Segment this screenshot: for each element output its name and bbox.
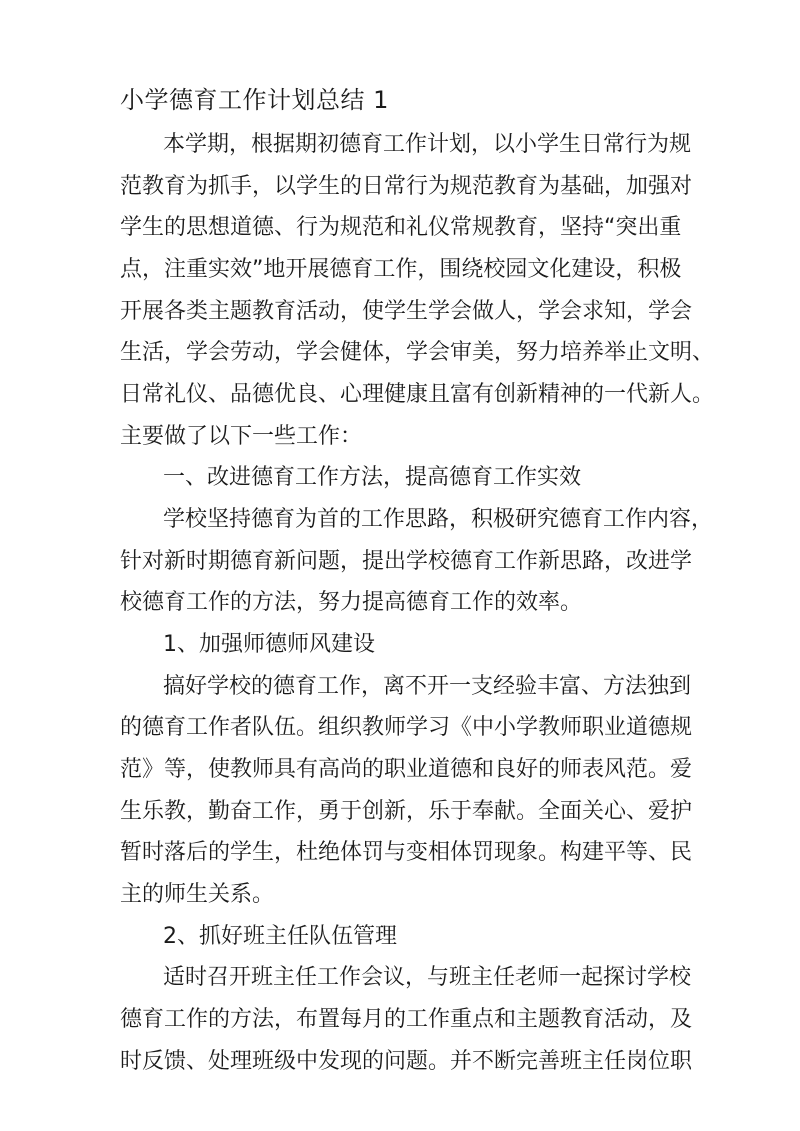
- paragraph-line: 针对新时期德育新问题，提出学校德育工作新思路，改进学: [120, 549, 693, 574]
- paragraph-line: 日常礼仪、品德优良、心理健康且富有创新精神的一代新人。: [120, 382, 715, 407]
- paragraph-line: 时反馈、处理班级中发现的问题。并不断完善班主任岗位职: [120, 1049, 693, 1074]
- subsection-heading: 1、加强师德师风建设: [163, 632, 375, 657]
- paragraph-line: 生活，学会劳动，学会健体，学会审美，努力培养举止文明、: [120, 340, 715, 365]
- document-title: 小学德育工作计划总结 1: [120, 86, 389, 114]
- paragraph-line: 学校坚持德育为首的工作思路，积极研究德育工作内容，: [163, 507, 714, 532]
- paragraph-line: 学生的思想道德、行为规范和礼仪常规教育，坚持“突出重: [120, 215, 682, 240]
- paragraph-line: 的德育工作者队伍。组织教师学习《中小学教师职业道德规: [120, 715, 693, 740]
- paragraph-line: 范》等，使教师具有高尚的职业道德和良好的师表风范。爱: [120, 757, 693, 782]
- paragraph-line: 搞好学校的德育工作，离不开一支经验丰富、方法独到: [163, 674, 692, 699]
- paragraph-line: 德育工作的方法，布置每月的工作重点和主题教育活动，及: [120, 1007, 693, 1032]
- subsection-heading: 2、抓好班主任队伍管理: [163, 924, 397, 949]
- section-heading: 一、改进德育工作方法，提高德育工作实效: [163, 465, 582, 490]
- paragraph-line: 暂时落后的学生，杜绝体罚与变相体罚现象。构建平等、民: [120, 840, 693, 865]
- paragraph-line: 生乐教，勤奋工作，勇于创新，乐于奉献。全面关心、爱护: [120, 799, 693, 824]
- paragraph-line: 适时召开班主任工作会议，与班主任老师一起探讨学校: [163, 965, 692, 990]
- paragraph-line: 范教育为抓手，以学生的日常行为规范教育为基础，加强对: [120, 174, 693, 199]
- paragraph-line: 点，注重实效”地开展德育工作，围绕校园文化建设，积极: [120, 257, 682, 282]
- paragraph-line: 主的师生关系。: [120, 882, 275, 907]
- paragraph-line: 开展各类主题教育活动，使学生学会做人，学会求知，学会: [120, 299, 693, 324]
- paragraph-line: 校德育工作的方法，努力提高德育工作的效率。: [120, 590, 583, 615]
- paragraph-line: 主要做了以下一些工作：: [120, 424, 363, 449]
- paragraph-line: 本学期，根据期初德育工作计划，以小学生日常行为规: [163, 132, 692, 157]
